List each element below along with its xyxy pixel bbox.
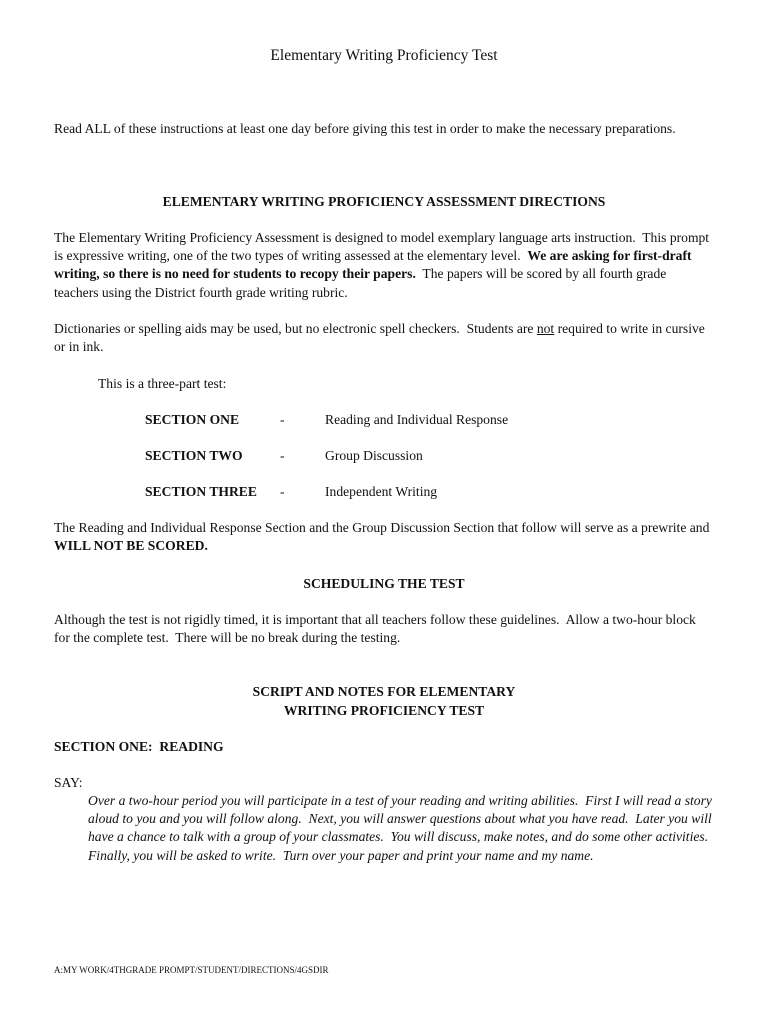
dictionaries-text-1: Dictionaries or spelling aids may be used, but no electronic spell checkers. Students are — [54, 321, 537, 336]
prewrite-bold-text: WILL NOT BE SCORED. — [54, 538, 208, 554]
section-row — [0, 447, 768, 465]
scheduling-heading: SCHEDULING THE TEST — [303, 576, 465, 591]
say-label: SAY: — [54, 775, 83, 790]
directions-text-1: The Elementary Writing Proficiency Assessment is designed to model exemplary language arts instruction. This prompt is expressive writing, one of the two types of writing assessed at the elementary level. — [54, 230, 713, 264]
section-label: SECTION THREE — [145, 484, 257, 499]
page-title: Elementary Writing Proficiency Test — [270, 47, 498, 64]
script-heading-line-2: WRITING PROFICIENCY TEST — [283, 703, 485, 718]
section-description: Reading and Individual Response — [325, 412, 509, 427]
section-dash: - — [280, 484, 285, 499]
dictionaries-paragraph — [54, 320, 714, 356]
three-part-intro: This is a three-part test: — [98, 376, 227, 391]
section-label: SECTION TWO — [145, 448, 243, 463]
section-label: SECTION ONE — [145, 412, 240, 427]
scheduling-paragraph: Although the test is not rigidly timed, it is important that all teachers follow these guidelines. Allow a two-hour block for the complete test. There will be no break during the testing. — [54, 612, 700, 646]
section-row — [0, 483, 768, 501]
section-dash: - — [280, 412, 285, 427]
dictionaries-text-2: required to write in cursive or in ink. — [54, 321, 709, 355]
directions-bold-text: We are asking for first-draft writing, so there is no need for students to recopy their papers. — [54, 248, 695, 282]
dictionaries-underlined-text: not — [536, 321, 555, 336]
script-heading-line-1: SCRIPT AND NOTES FOR ELEMENTARY — [252, 684, 516, 699]
directions-text-2: The papers will be scored by all fourth grade teachers using the District fourth grade writing rubric. — [54, 266, 670, 300]
directions-paragraph — [54, 229, 714, 302]
prewrite-text: The Reading and Individual Response Section and the Group Discussion Section that follow will serve as a prewrite and — [54, 520, 713, 535]
say-script-text: Over a two-hour period you will participate in a test of your reading and writing abilities. First I will read a story aloud to you and you will follow along. Next, you will answer questions about what you have read. Later you will have a chance to talk with a group of your classmates. You will discuss, make notes, and do some other activities. Finally, you will be asked to write. Turn over your paper and print your name and my name. — [88, 793, 716, 863]
file-path-footer: A:MY WORK/4THGRADE PROMPT/STUDENT/DIRECTIONS/4GSDIR — [54, 965, 329, 975]
intro-paragraph: Read ALL of these instructions at least one day before giving this test in order to make the necessary preparations. — [54, 121, 676, 136]
section-description: Independent Writing — [325, 484, 438, 499]
prewrite-paragraph — [54, 519, 714, 555]
section-dash: - — [280, 448, 285, 463]
section-row — [0, 411, 768, 429]
section-one-label: SECTION ONE: READING — [54, 739, 224, 754]
directions-heading: ELEMENTARY WRITING PROFICIENCY ASSESSMENT DIRECTIONS — [162, 194, 606, 209]
section-description: Group Discussion — [325, 448, 423, 463]
